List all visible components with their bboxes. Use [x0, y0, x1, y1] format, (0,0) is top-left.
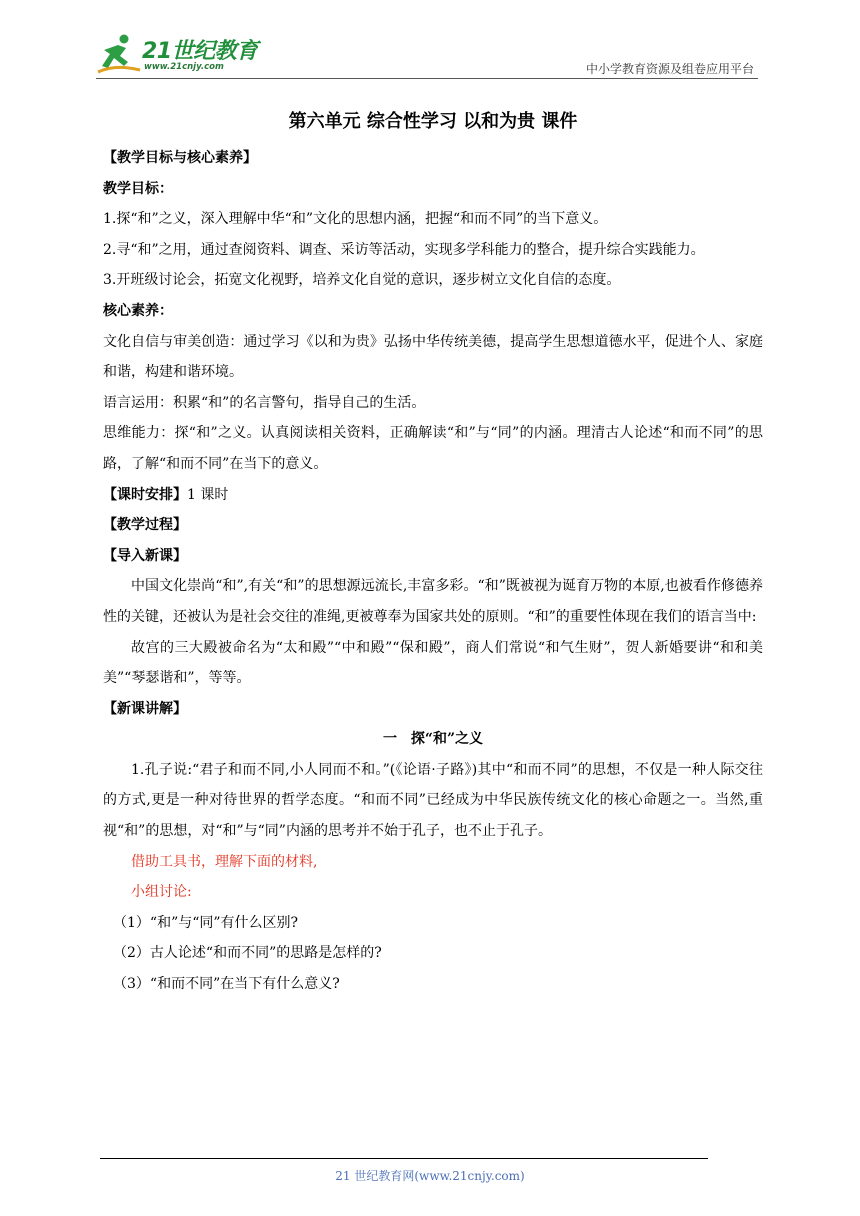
part1-title: 一 探“和”之义 — [382, 731, 484, 748]
goals-heading: 【教学目标与核心素养】 — [103, 150, 257, 166]
literacy-label: 核心素养： — [103, 302, 173, 319]
logo — [96, 30, 266, 76]
intro-paragraph: 中国文化崇尚“和”,有关“和”的思想源远流长,丰富多彩。“和”既被视为诞育万物的本原,也被看作修德养性的关键，还被认为是社会交往的准绳,更被尊奉为国家共处的原则。“和”的重要性体现在我们的语言当中: — [103, 578, 763, 625]
question-item: （1）“和”与“同”有什么区别? — [113, 914, 299, 931]
platform-name: 中小学教育资源及组卷应用平台 — [585, 62, 754, 76]
objectives-label: 教学目标： — [103, 180, 173, 197]
literacy-item: 语言运用：积累“和”的名言警句，指导自己的生活。 — [103, 394, 426, 411]
schedule-row — [103, 480, 763, 511]
question-item: （3）“和而不同”在当下有什么意义? — [113, 976, 340, 993]
page-header — [96, 30, 758, 78]
literacy-item: 思维能力：探“和”之义。认真阅读相关资料，正确解读“和”与“同”的内涵。理清古人论述“和而不同”的思路，了解“和而不同”在当下的意义。 — [103, 425, 763, 472]
objective-item: 2.寻“和”之用，通过查阅资料、调查、采访等活动，实现多学科能力的整合，提升综合实践能力。 — [103, 241, 705, 258]
document-title: 第六单元 综合性学习 以和为贵 课件 — [288, 111, 578, 132]
schedule-heading: 【课时安排】 — [103, 486, 187, 503]
intro-heading: 【导入新课】 — [103, 547, 187, 564]
red-instruction: 借助工具书，理解下面的材料, — [131, 853, 318, 870]
process-heading: 【教学过程】 — [103, 517, 187, 534]
runner-logo-icon — [96, 32, 142, 76]
logo-url: www.21cnjy.com — [144, 62, 224, 72]
footer-divider — [100, 1158, 708, 1159]
question-item: （2）古人论述“和而不同”的思路是怎样的? — [113, 945, 382, 962]
new-lesson-heading: 【新课讲解】 — [103, 700, 187, 717]
intro-paragraph: 故宫的三大殿被命名为“太和殿”“中和殿”“保和殿”，商人们常说“和气生财”，贺人新婚要讲“和和美美”“琴瑟谐和”，等等。 — [103, 639, 763, 687]
red-instruction: 小组讨论: — [131, 884, 192, 901]
document-body — [103, 107, 763, 1000]
page-footer: 21 世纪教育网(www.21cnjy.com) — [335, 1169, 525, 1183]
literacy-item: 文化自信与审美创造：通过学习《以和为贵》弘扬中华传统美德，提高学生思想道德水平，促进个人、家庭和谐，构建和谐环境。 — [103, 333, 763, 381]
objective-item: 3.开班级讨论会，拓宽文化视野，培养文化自觉的意识，逐步树立文化自信的态度。 — [103, 272, 621, 289]
part1-paragraph: 1.孔子说:“君子和而不同,小人同而不和。”(《论语·子路》)其中“和而不同”的思想，不仅是一种人际交往的方式,更是一种对待世界的哲学态度。“和而不同”已经成为中华民族传统文化的核心命题之一。当然,重视“和”的思想，对“和”与“同”内涵的思考并不始于孔子，也不止于孔子。 — [103, 761, 763, 840]
logo-text: 21世纪教育 — [142, 39, 258, 64]
objective-item: 1.探“和”之义，深入理解中华“和”文化的思想内涵，把握“和而不同”的当下意义。 — [103, 211, 608, 228]
header-divider — [96, 78, 758, 79]
schedule-value: 1 课时 — [187, 486, 229, 503]
